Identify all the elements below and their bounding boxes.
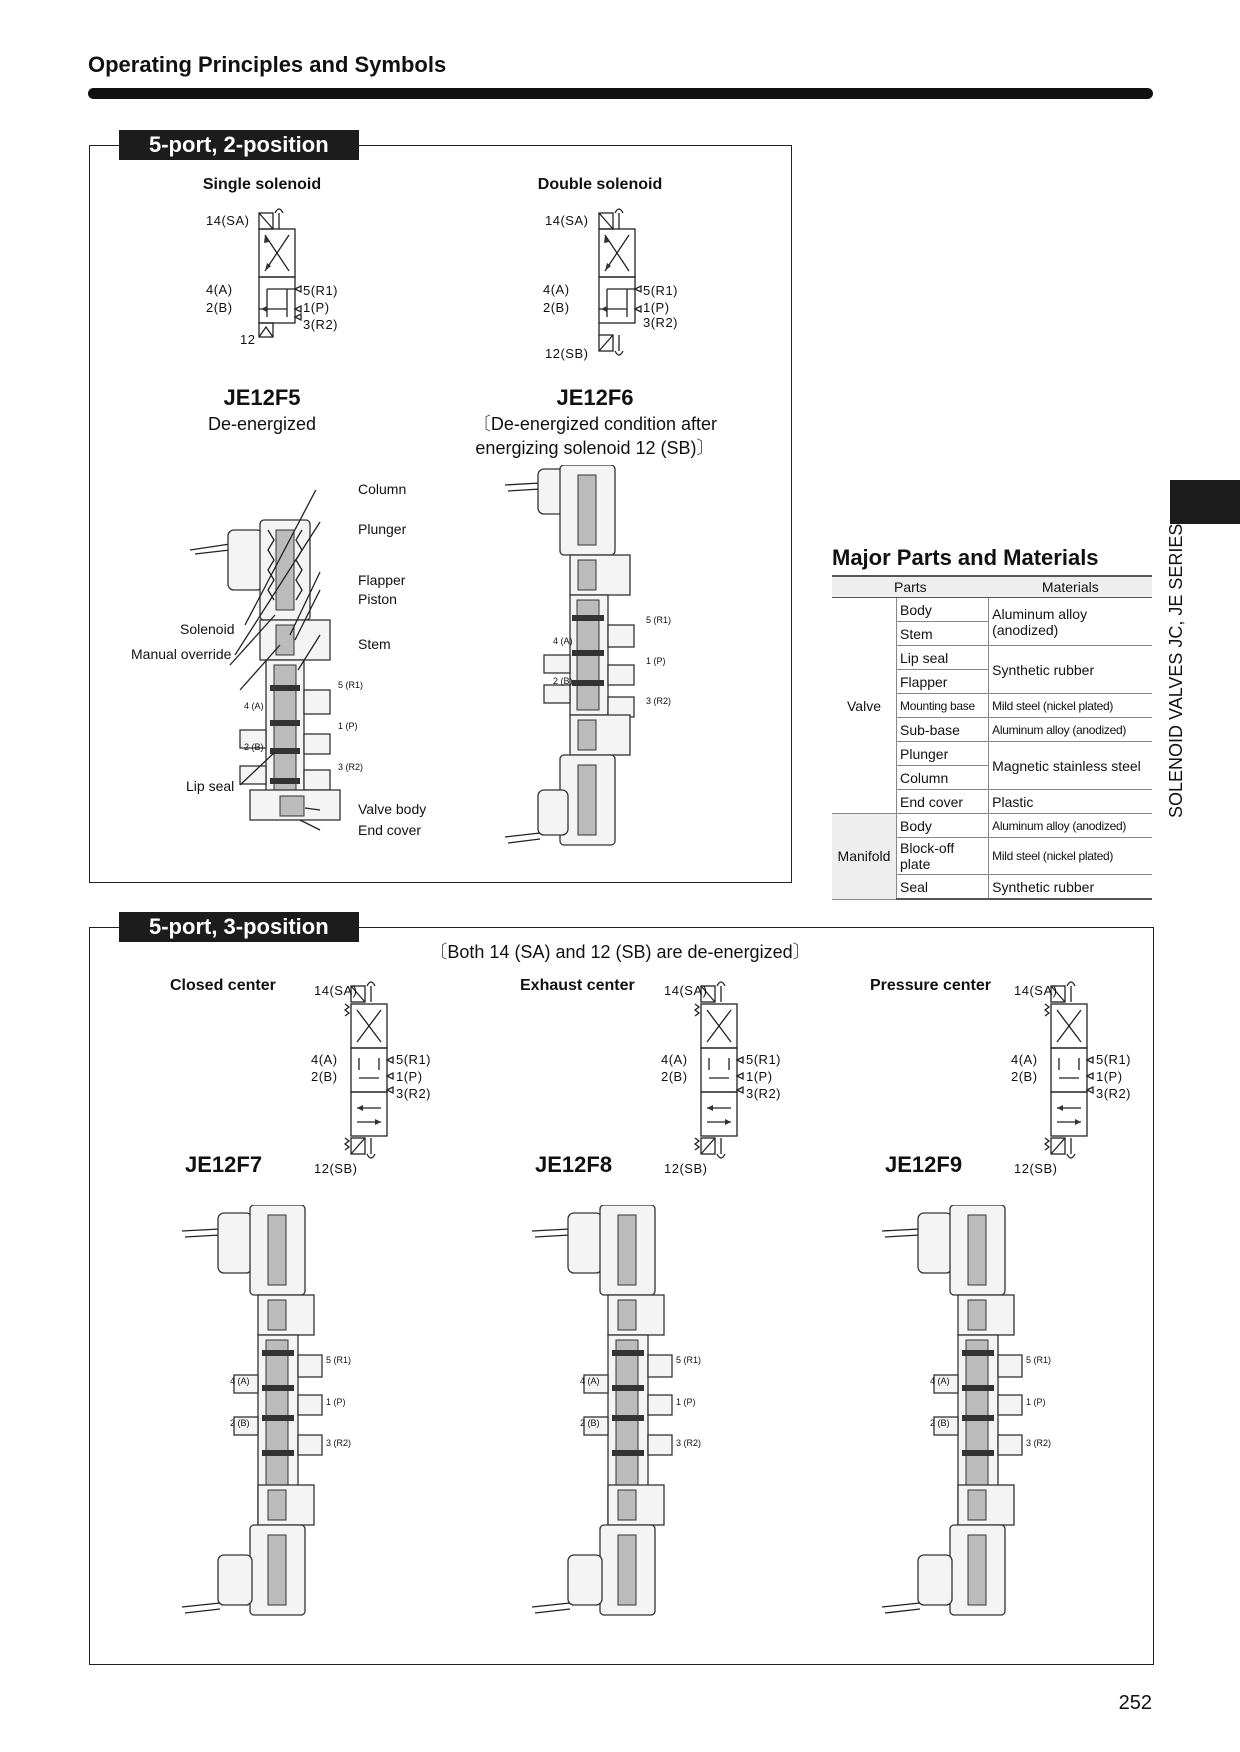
callout-column: Column	[358, 481, 407, 497]
pressure-center-port-5: 5(R1)	[1096, 1052, 1132, 1067]
single-solenoid-title: Single solenoid	[202, 176, 322, 193]
je12f6-sec-port-3: 3 (R2)	[646, 696, 672, 706]
table-row: Column	[832, 766, 1152, 790]
closed-center-port-12: 12(SB)	[314, 1161, 358, 1176]
double-port-4: 4(A)	[543, 282, 570, 297]
je12f6-sec-port-4: 4 (A)	[553, 636, 573, 646]
pressure-center-port-2: 2(B)	[1011, 1069, 1038, 1084]
exhaust-center-sec-port-1: 1 (P)	[676, 1397, 696, 1407]
closed-center-sec-port-2: 2 (B)	[230, 1418, 250, 1428]
exhaust-center-port-14: 14(SA)	[664, 983, 708, 998]
je12f6-condition-line1: 〔De-energized condition after	[472, 414, 718, 434]
closed-center-model: JE12F7	[185, 1152, 263, 1177]
pressure-center-sec-port-2: 2 (B)	[930, 1418, 950, 1428]
table-row: Sub-base Aluminum alloy (anodized)	[832, 718, 1152, 742]
pressure-center-port-12: 12(SB)	[1014, 1161, 1058, 1176]
closed-center-port-14: 14(SA)	[314, 983, 358, 998]
double-port-12: 12(SB)	[545, 346, 589, 361]
callout-piston: Piston	[358, 591, 397, 607]
callout-manual-override: Manual override	[131, 646, 232, 662]
closed-center-sec-port-1: 1 (P)	[326, 1397, 346, 1407]
group-manifold: Manifold	[832, 814, 897, 900]
callout-end-cover: End cover	[358, 822, 422, 838]
col-materials: Materials	[989, 576, 1152, 598]
exhaust-center-sec-port-2: 2 (B)	[580, 1418, 600, 1428]
table-row: Flapper	[832, 670, 1152, 694]
table-row: Block-off plate Mild steel (nickel plated)	[832, 838, 1152, 875]
single-port-12: 12	[240, 332, 256, 347]
table-row: Seal Synthetic rubber	[832, 875, 1152, 900]
pressure-center-sec-port-1: 1 (P)	[1026, 1397, 1046, 1407]
closed-center-port-1: 1(P)	[396, 1069, 423, 1084]
major-parts-table	[832, 575, 1152, 900]
double-port-2: 2(B)	[543, 300, 570, 315]
pressure-center-port-14: 14(SA)	[1014, 983, 1058, 998]
je12f5-condition: De-energized	[207, 414, 317, 434]
table-row: End cover Plastic	[832, 790, 1152, 814]
exhaust-center-port-12: 12(SB)	[664, 1161, 708, 1176]
table-row: Stem	[832, 622, 1152, 646]
exhaust-center-sec-port-4: 4 (A)	[580, 1376, 600, 1386]
closed-center-sec-port-4: 4 (A)	[230, 1376, 250, 1386]
exhaust-center-port-4: 4(A)	[661, 1052, 688, 1067]
je12f5-sec-port-4: 4 (A)	[244, 701, 264, 711]
double-solenoid-title: Double solenoid	[537, 176, 663, 193]
pressure-center-sectional-drawing	[880, 1205, 1040, 1625]
single-port-2: 2(B)	[206, 300, 233, 315]
je12f6-sectional-drawing	[500, 465, 670, 865]
exhaust-center-title: Exhaust center	[520, 977, 635, 994]
closed-center-port-3: 3(R2)	[396, 1086, 432, 1101]
exhaust-center-sectional-drawing	[530, 1205, 690, 1625]
page-title: Operating Principles and Symbols	[88, 52, 447, 77]
side-label: SOLENOID VALVES JC, JE SERIES	[1166, 523, 1186, 818]
double-port-14: 14(SA)	[545, 213, 589, 228]
je12f6-sec-port-1: 1 (P)	[646, 656, 666, 666]
je12f5-sectional-drawing	[190, 490, 370, 850]
closed-center-title: Closed center	[170, 977, 276, 994]
col-parts: Parts	[832, 576, 989, 598]
je12f5-sec-port-3: 3 (R2)	[338, 762, 364, 772]
exhaust-center-sec-port-3: 3 (R2)	[676, 1438, 702, 1448]
closed-center-sec-port-5: 5 (R1)	[326, 1355, 352, 1365]
exhaust-center-port-1: 1(P)	[746, 1069, 773, 1084]
section-2position-tab: 5-port, 2-position	[119, 130, 359, 160]
je12f6-sec-port-2: 2 (B)	[553, 676, 573, 686]
double-port-1: 1(P)	[643, 300, 670, 315]
model-je12f6: JE12F6	[556, 385, 634, 410]
single-port-1: 1(P)	[303, 300, 330, 315]
model-je12f5: JE12F5	[223, 385, 301, 410]
table-row: Lip seal Synthetic rubber	[832, 646, 1152, 670]
callout-plunger: Plunger	[358, 521, 407, 537]
single-port-4: 4(A)	[206, 282, 233, 297]
callout-solenoid: Solenoid	[180, 621, 235, 637]
pressure-center-sec-port-4: 4 (A)	[930, 1376, 950, 1386]
section-3position-note: 〔Both 14 (SA) and 12 (SB) are de-energized〕	[429, 942, 811, 962]
closed-center-port-5: 5(R1)	[396, 1052, 432, 1067]
table-row: Valve Body Aluminum alloy (anodized)	[832, 598, 1152, 622]
closed-center-sec-port-3: 3 (R2)	[326, 1438, 352, 1448]
je12f6-sec-port-5: 5 (R1)	[646, 615, 672, 625]
section-3position-tab: 5-port, 3-position	[119, 912, 359, 942]
group-valve: Valve	[832, 598, 897, 814]
pressure-center-sec-port-3: 3 (R2)	[1026, 1438, 1052, 1448]
exhaust-center-port-3: 3(R2)	[746, 1086, 782, 1101]
single-port-5: 5(R1)	[303, 283, 339, 298]
table-row: Mounting base Mild steel (nickel plated)	[832, 694, 1152, 718]
closed-center-sectional-drawing	[180, 1205, 340, 1625]
pressure-center-title: Pressure center	[870, 977, 991, 994]
je12f5-sec-port-1: 1 (P)	[338, 721, 358, 731]
double-port-5: 5(R1)	[643, 283, 679, 298]
side-tab-marker	[1170, 480, 1240, 524]
exhaust-center-model: JE12F8	[535, 1152, 613, 1177]
exhaust-center-port-2: 2(B)	[661, 1069, 688, 1084]
callout-valve-body: Valve body	[358, 801, 427, 817]
closed-center-port-4: 4(A)	[311, 1052, 338, 1067]
closed-center-port-2: 2(B)	[311, 1069, 338, 1084]
callout-stem: Stem	[358, 636, 391, 652]
table-row: Manifold Body Aluminum alloy (anodized)	[832, 814, 1152, 838]
major-parts-title: Major Parts and Materials	[832, 545, 1099, 570]
pressure-center-sec-port-5: 5 (R1)	[1026, 1355, 1052, 1365]
callout-lip-seal: Lip seal	[186, 778, 235, 794]
pressure-center-port-3: 3(R2)	[1096, 1086, 1132, 1101]
title-rule	[88, 88, 1153, 99]
pressure-center-port-1: 1(P)	[1096, 1069, 1123, 1084]
single-port-3: 3(R2)	[303, 317, 339, 332]
callout-flapper: Flapper	[358, 572, 406, 588]
exhaust-center-sec-port-5: 5 (R1)	[676, 1355, 702, 1365]
pressure-center-model: JE12F9	[885, 1152, 963, 1177]
exhaust-center-port-5: 5(R1)	[746, 1052, 782, 1067]
je12f5-sec-port-2: 2 (B)	[244, 742, 264, 752]
je12f6-condition-line2: energizing solenoid 12 (SB)〕	[475, 438, 715, 458]
single-port-14: 14(SA)	[206, 213, 250, 228]
double-port-3: 3(R2)	[643, 315, 679, 330]
page-number: 252	[1118, 1692, 1152, 1714]
je12f5-sec-port-5: 5 (R1)	[338, 680, 364, 690]
pressure-center-port-4: 4(A)	[1011, 1052, 1038, 1067]
table-row: Plunger Magnetic stainless steel	[832, 742, 1152, 766]
